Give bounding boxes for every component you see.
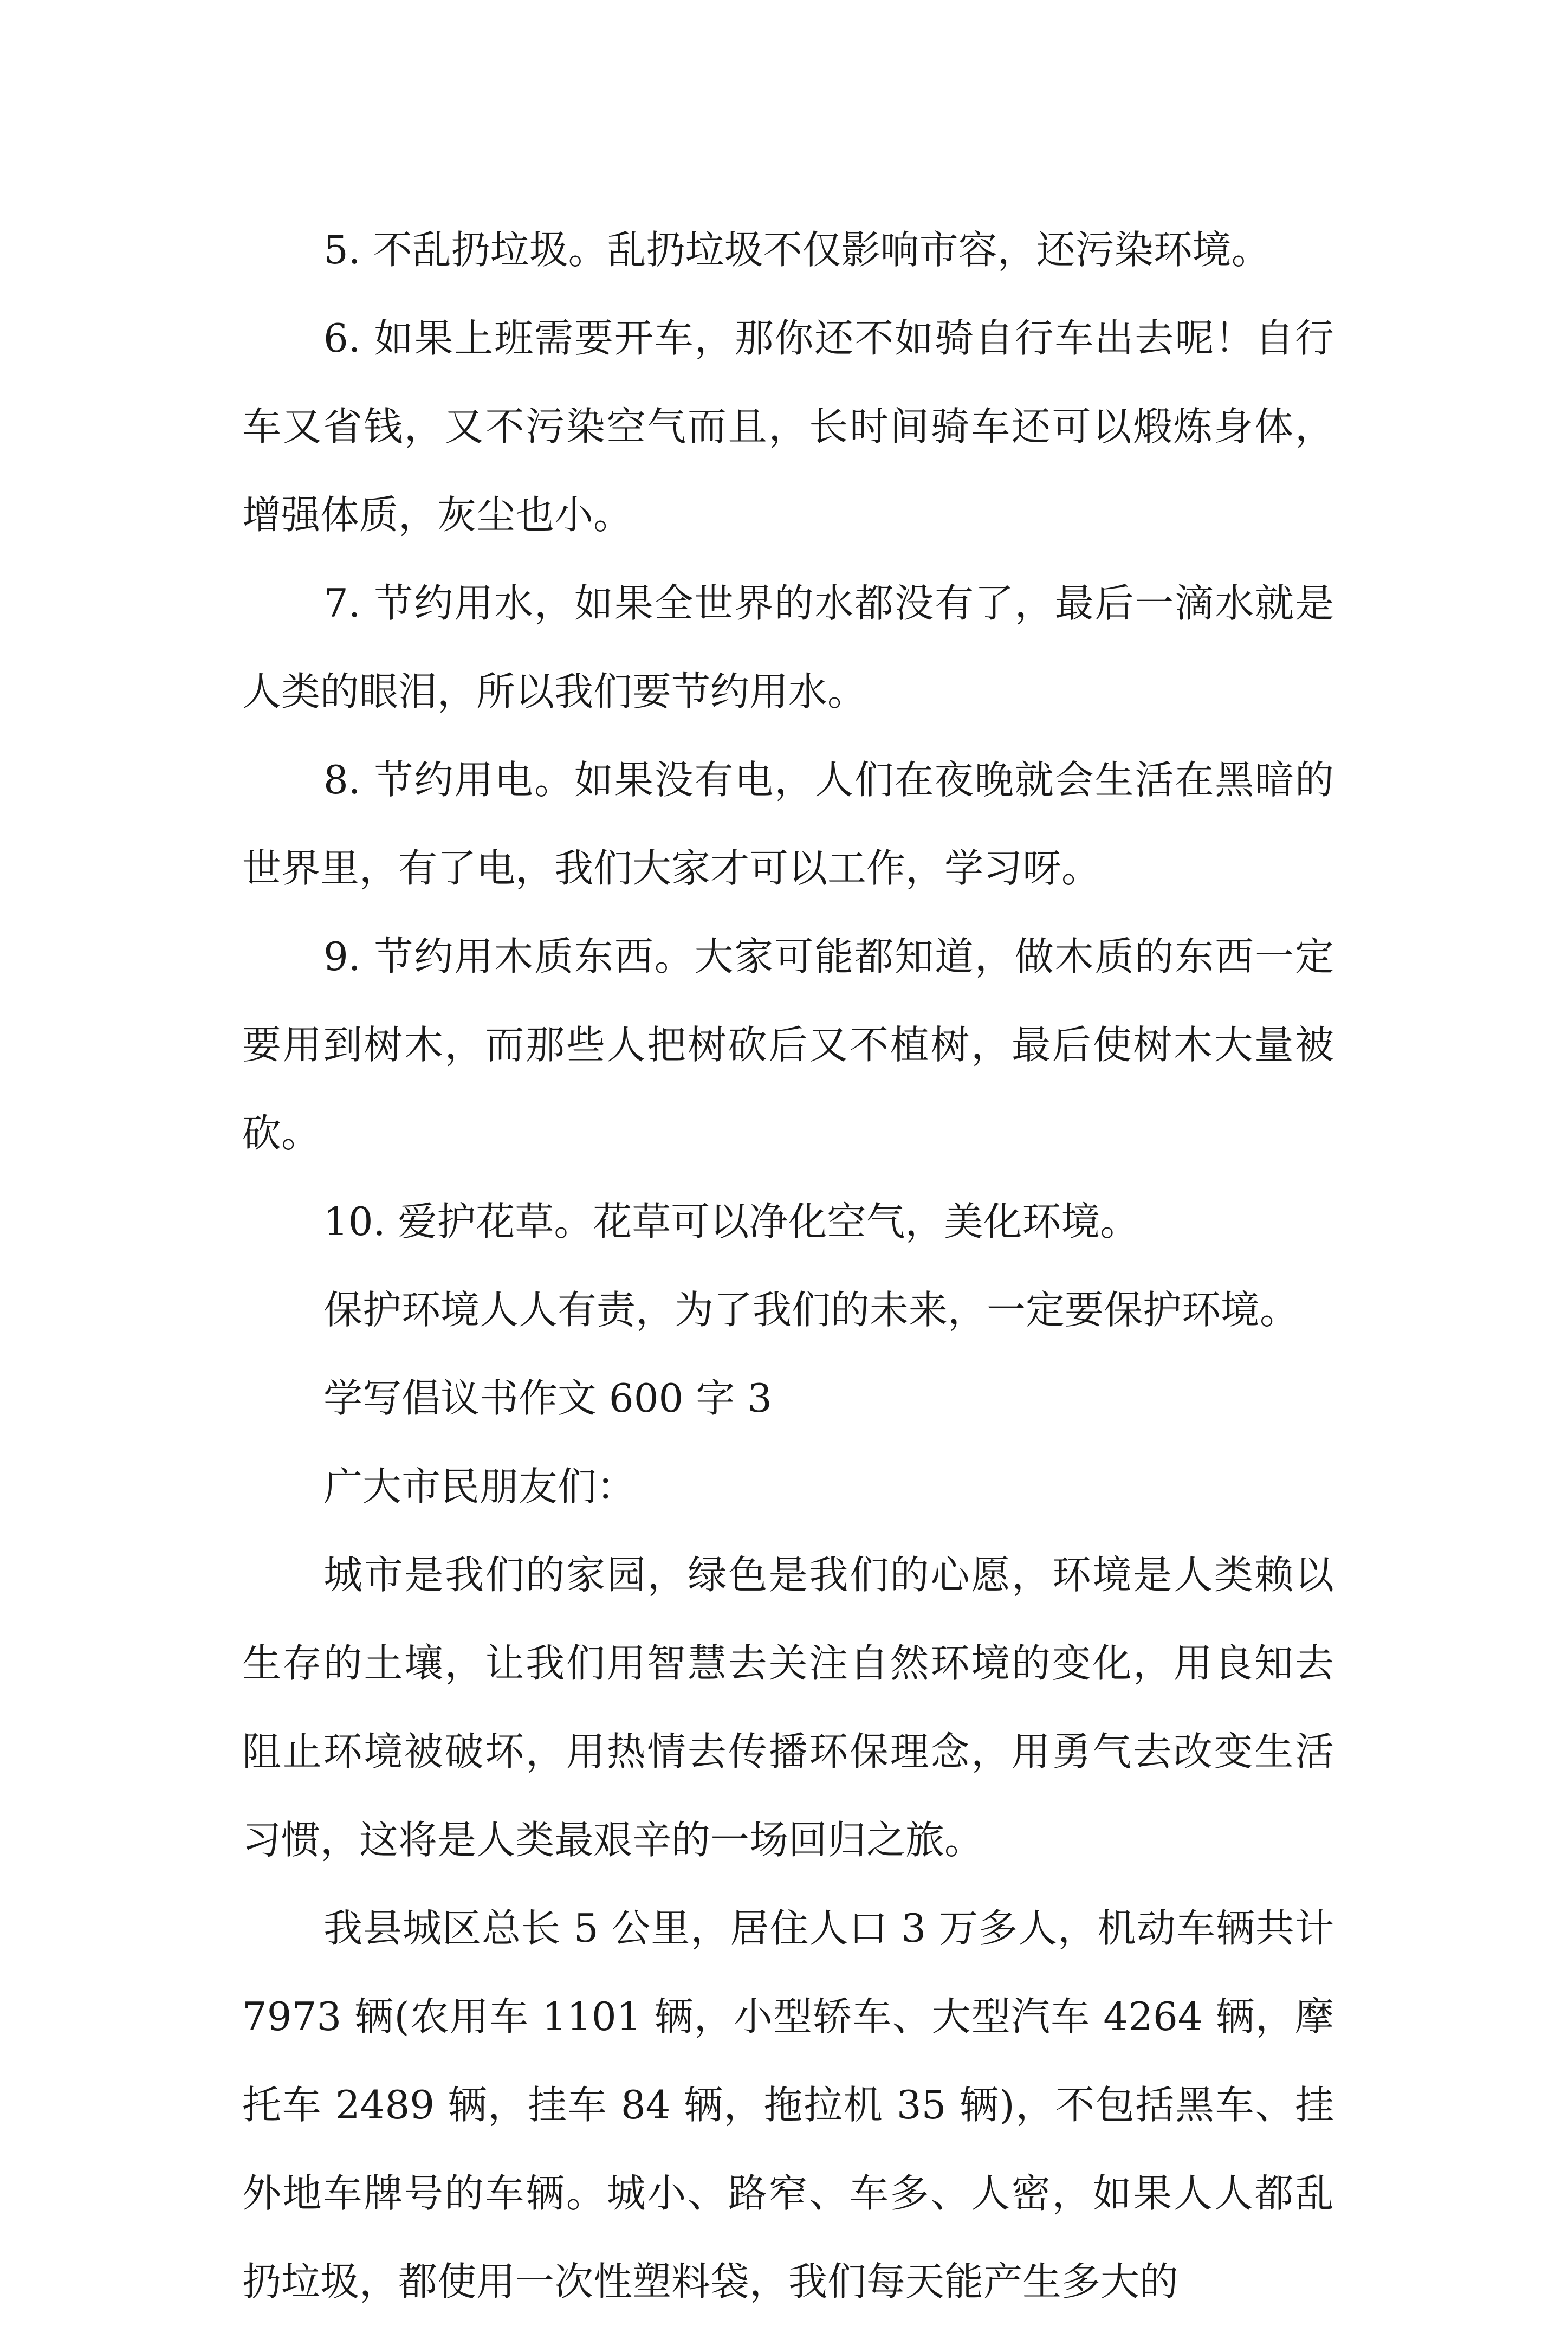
paragraph-item-5: 5. 不乱扔垃圾。乱扔垃圾不仅影响市容，还污染环境。	[323, 227, 1271, 273]
paragraph-item-9: 9. 节约用木质东西。大家可能都知道，做木质的东西一定要用到树木，而那些人把树砍后又不植树，最后使树木大量被砍。	[242, 934, 1334, 1156]
paragraph-statistics: 我县城区总长 5 公里，居住人口 3 万多人，机动车辆共计 7973 辆(农用车 1101 辆，小型轿车、大型汽车 4264 辆，摩托车 2489 辆，挂车 84 辆，拖拉机 35 辆)，不包括黑车、挂外地车牌号的车辆。城小、路窄、车多、人密，如果人人都乱扔垃圾，都使用一次性塑料袋，我们每天能产生多大的	[242, 1905, 1334, 2304]
paragraph-intro: 城市是我们的家园，绿色是我们的心愿，环境是人类赖以生存的土壤，让我们用智慧去关注自然环境的变化，用良知去阻止环境被破坏，用热情去传播环保理念，用勇气去改变生活习惯，这将是人类最艰辛的一场回归之旅。	[242, 1552, 1334, 1863]
paragraph-item-10: 10. 爱护花草。花草可以净化空气，美化环境。	[323, 1199, 1139, 1244]
paragraph-item-6: 6. 如果上班需要开车，那你还不如骑自行车出去呢！自行车又省钱，又不污染空气而且，长时间骑车还可以煅炼身体，增强体质，灰尘也小。	[242, 315, 1334, 538]
paragraph-item-8: 8. 节约用电。如果没有电，人们在夜晚就会生活在黑暗的世界里，有了电，我们大家才可以工作，学习呀。	[242, 757, 1334, 891]
paragraph-conclusion: 保护环境人人有责，为了我们的未来，一定要保护环境。	[323, 1287, 1299, 1333]
paragraph-item-7: 7. 节约用水，如果全世界的水都没有了，最后一滴水就是人类的眼泪，所以我们要节约用水。	[242, 580, 1334, 714]
essay-heading: 学写倡议书作文 600 字 3	[323, 1375, 772, 1421]
salutation: 广大市民朋友们：	[323, 1464, 636, 1509]
document-body	[242, 206, 1334, 2326]
